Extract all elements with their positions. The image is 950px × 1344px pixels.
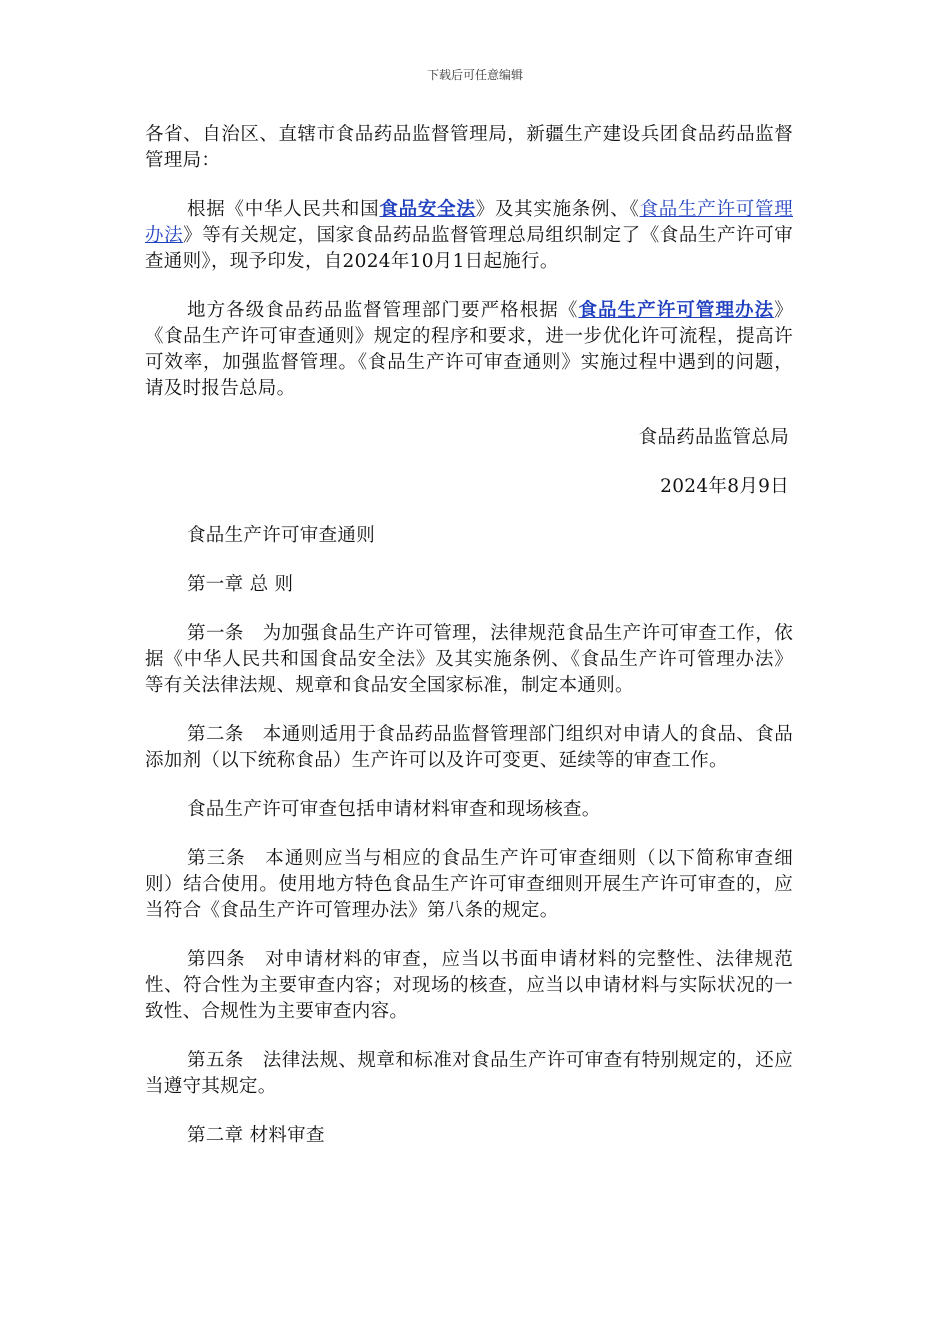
addressee: 各省、自治区、直辖市食品药品监督管理局，新疆生产建设兵团食品药品监督管理局： [145,124,793,171]
article-2-scope: 食品生产许可审查包括申请材料审查和现场核查。 [187,799,601,820]
article-5: 第五条 法律法规、规章和标准对食品生产许可审查有特别规定的，还应当遵守其规定。 [145,1050,793,1097]
document-body [145,122,793,1172]
license-management-measures-link-2[interactable]: 食品生产许可管理办法 [578,300,775,321]
issue-date: 2024年8月9日 [660,476,789,497]
notice-paragraph-2: 地方各级食品药品监督管理部门要严格根据《食品生产许可管理办法》《食品生产许可审查通则》规定的程序和要求，进一步优化许可流程，提高许可效率，加强监督管理。《食品生产许可审查通则》实施过程中遇到的问题，请及时报告总局。 [145,300,793,399]
rules-title: 食品生产许可审查通则 [187,525,376,546]
food-safety-law-link[interactable]: 食品安全法 [379,199,476,220]
page-header-note: 下载后可任意编辑 [426,68,523,82]
chapter-1-heading: 第一章 总 则 [187,574,294,595]
article-1: 第一条 为加强食品生产许可管理，法律规范食品生产许可审查工作，依据《中华人民共和国食品安全法》及其实施条例、《食品生产许可管理办法》等有关法律法规、规章和食品安全国家标准，制定本通则。 [145,623,793,696]
article-4: 第四条 对申请材料的审查，应当以书面申请材料的完整性、法律规范性、符合性为主要审查内容；对现场的核查，应当以申请材料与实际状况的一致性、合规性为主要审查内容。 [145,949,793,1022]
chapter-2-heading: 第二章 材料审查 [187,1125,325,1146]
signature: 食品药品监管总局 [638,427,789,448]
article-3: 第三条 本通则应当与相应的食品生产许可审查细则（以下简称审查细则）结合使用。使用地方特色食品生产许可审查细则开展生产许可审查的，应当符合《食品生产许可管理办法》第八条的规定。 [145,848,793,921]
notice-paragraph-1: 根据《中华人民共和国食品安全法》及其实施条例、《食品生产许可管理办法》等有关规定，国家食品药品监督管理总局组织制定了《食品生产许可审查通则》，现予印发，自2024年10月1日起施行。 [145,199,793,272]
license-management-measures-link[interactable]: 食品生产许可管理办法 [145,199,793,246]
article-2: 第二条 本通则适用于食品药品监督管理部门组织对申请人的食品、食品添加剂（以下统称食品）生产许可以及许可变更、延续等的审查工作。 [145,724,793,771]
